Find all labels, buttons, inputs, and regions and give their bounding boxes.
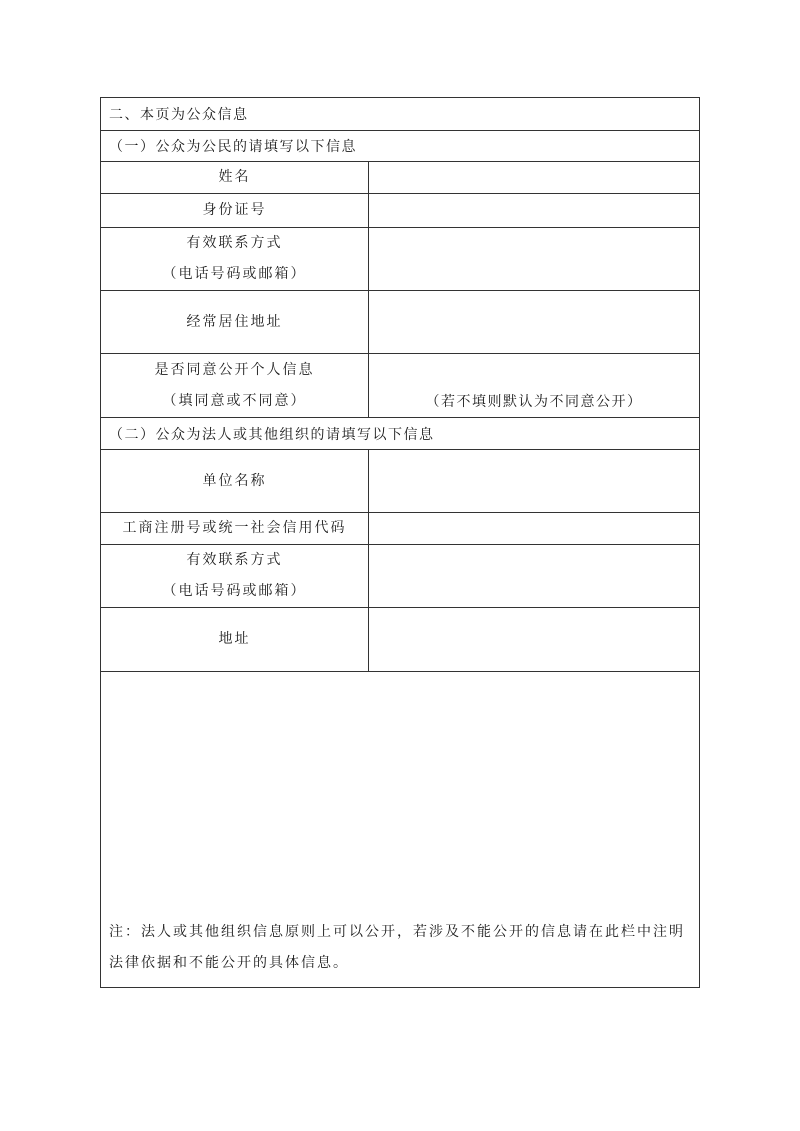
citizen-contact-row (101, 227, 699, 290)
citizen-consent-sub-text: （填同意或不同意） (162, 392, 307, 409)
org-address-label-text: 地址 (218, 631, 251, 647)
citizen-name-row (101, 161, 699, 193)
citizen-consent-label (101, 354, 369, 417)
org-heading-row (101, 417, 699, 449)
citizen-consent-label-text: 是否同意公开个人信息 (154, 361, 315, 378)
org-contact-sub-text: （电话号码或邮箱） (162, 583, 307, 599)
org-reg-label-text: 工商注册号或统一社会信用代码 (122, 520, 347, 536)
citizen-address-row (101, 290, 699, 353)
notes-area[interactable] (101, 671, 699, 987)
citizen-contact-label (101, 228, 369, 290)
org-reg-row (101, 512, 699, 544)
citizen-contact-label-text: 有效联系方式 (186, 235, 283, 251)
org-name-row (101, 449, 699, 512)
citizen-address-label (101, 291, 369, 353)
section-title: 二、本页为公众信息 (109, 107, 249, 123)
org-heading: （二）公众为法人或其他组织的请填写以下信息 (109, 426, 435, 443)
org-contact-label-text: 有效联系方式 (186, 552, 283, 568)
citizen-id-label (101, 194, 369, 227)
org-address-label (101, 608, 369, 671)
citizen-consent-row (101, 353, 699, 417)
public-info-form (100, 97, 700, 988)
org-reg-field[interactable] (369, 513, 699, 544)
citizen-heading: （一）公众为公民的请填写以下信息 (109, 139, 357, 155)
org-contact-field[interactable] (369, 545, 699, 607)
citizen-contact-field[interactable] (369, 228, 699, 290)
citizen-id-label-text: 身份证号 (202, 202, 267, 218)
citizen-address-field[interactable] (369, 291, 699, 353)
org-address-row (101, 607, 699, 671)
org-contact-row (101, 544, 699, 607)
citizen-consent-field[interactable] (369, 354, 699, 417)
org-reg-label (101, 513, 369, 544)
org-address-field[interactable] (369, 608, 699, 671)
citizen-id-row (101, 193, 699, 227)
org-name-field[interactable] (369, 450, 699, 512)
org-name-label (101, 450, 369, 512)
org-name-label-text: 单位名称 (202, 472, 267, 489)
citizen-name-field[interactable] (369, 162, 699, 193)
citizen-contact-sub-text: （电话号码或邮箱） (162, 266, 307, 282)
citizen-name-label-text: 姓名 (218, 169, 251, 185)
citizen-consent-hint: （若不填则默认为不同意公开） (425, 394, 643, 410)
section-title-row (101, 98, 699, 130)
citizen-name-label (101, 162, 369, 193)
note-text: 注：法人或其他组织信息原则上可以公开，若涉及不能公开的信息请在此栏中注明法律依据和不能公开的具体信息。 (109, 924, 685, 971)
citizen-heading-row (101, 130, 699, 161)
org-contact-label (101, 545, 369, 607)
citizen-id-field[interactable] (369, 194, 699, 227)
citizen-address-label-text: 经常居住地址 (186, 313, 283, 330)
